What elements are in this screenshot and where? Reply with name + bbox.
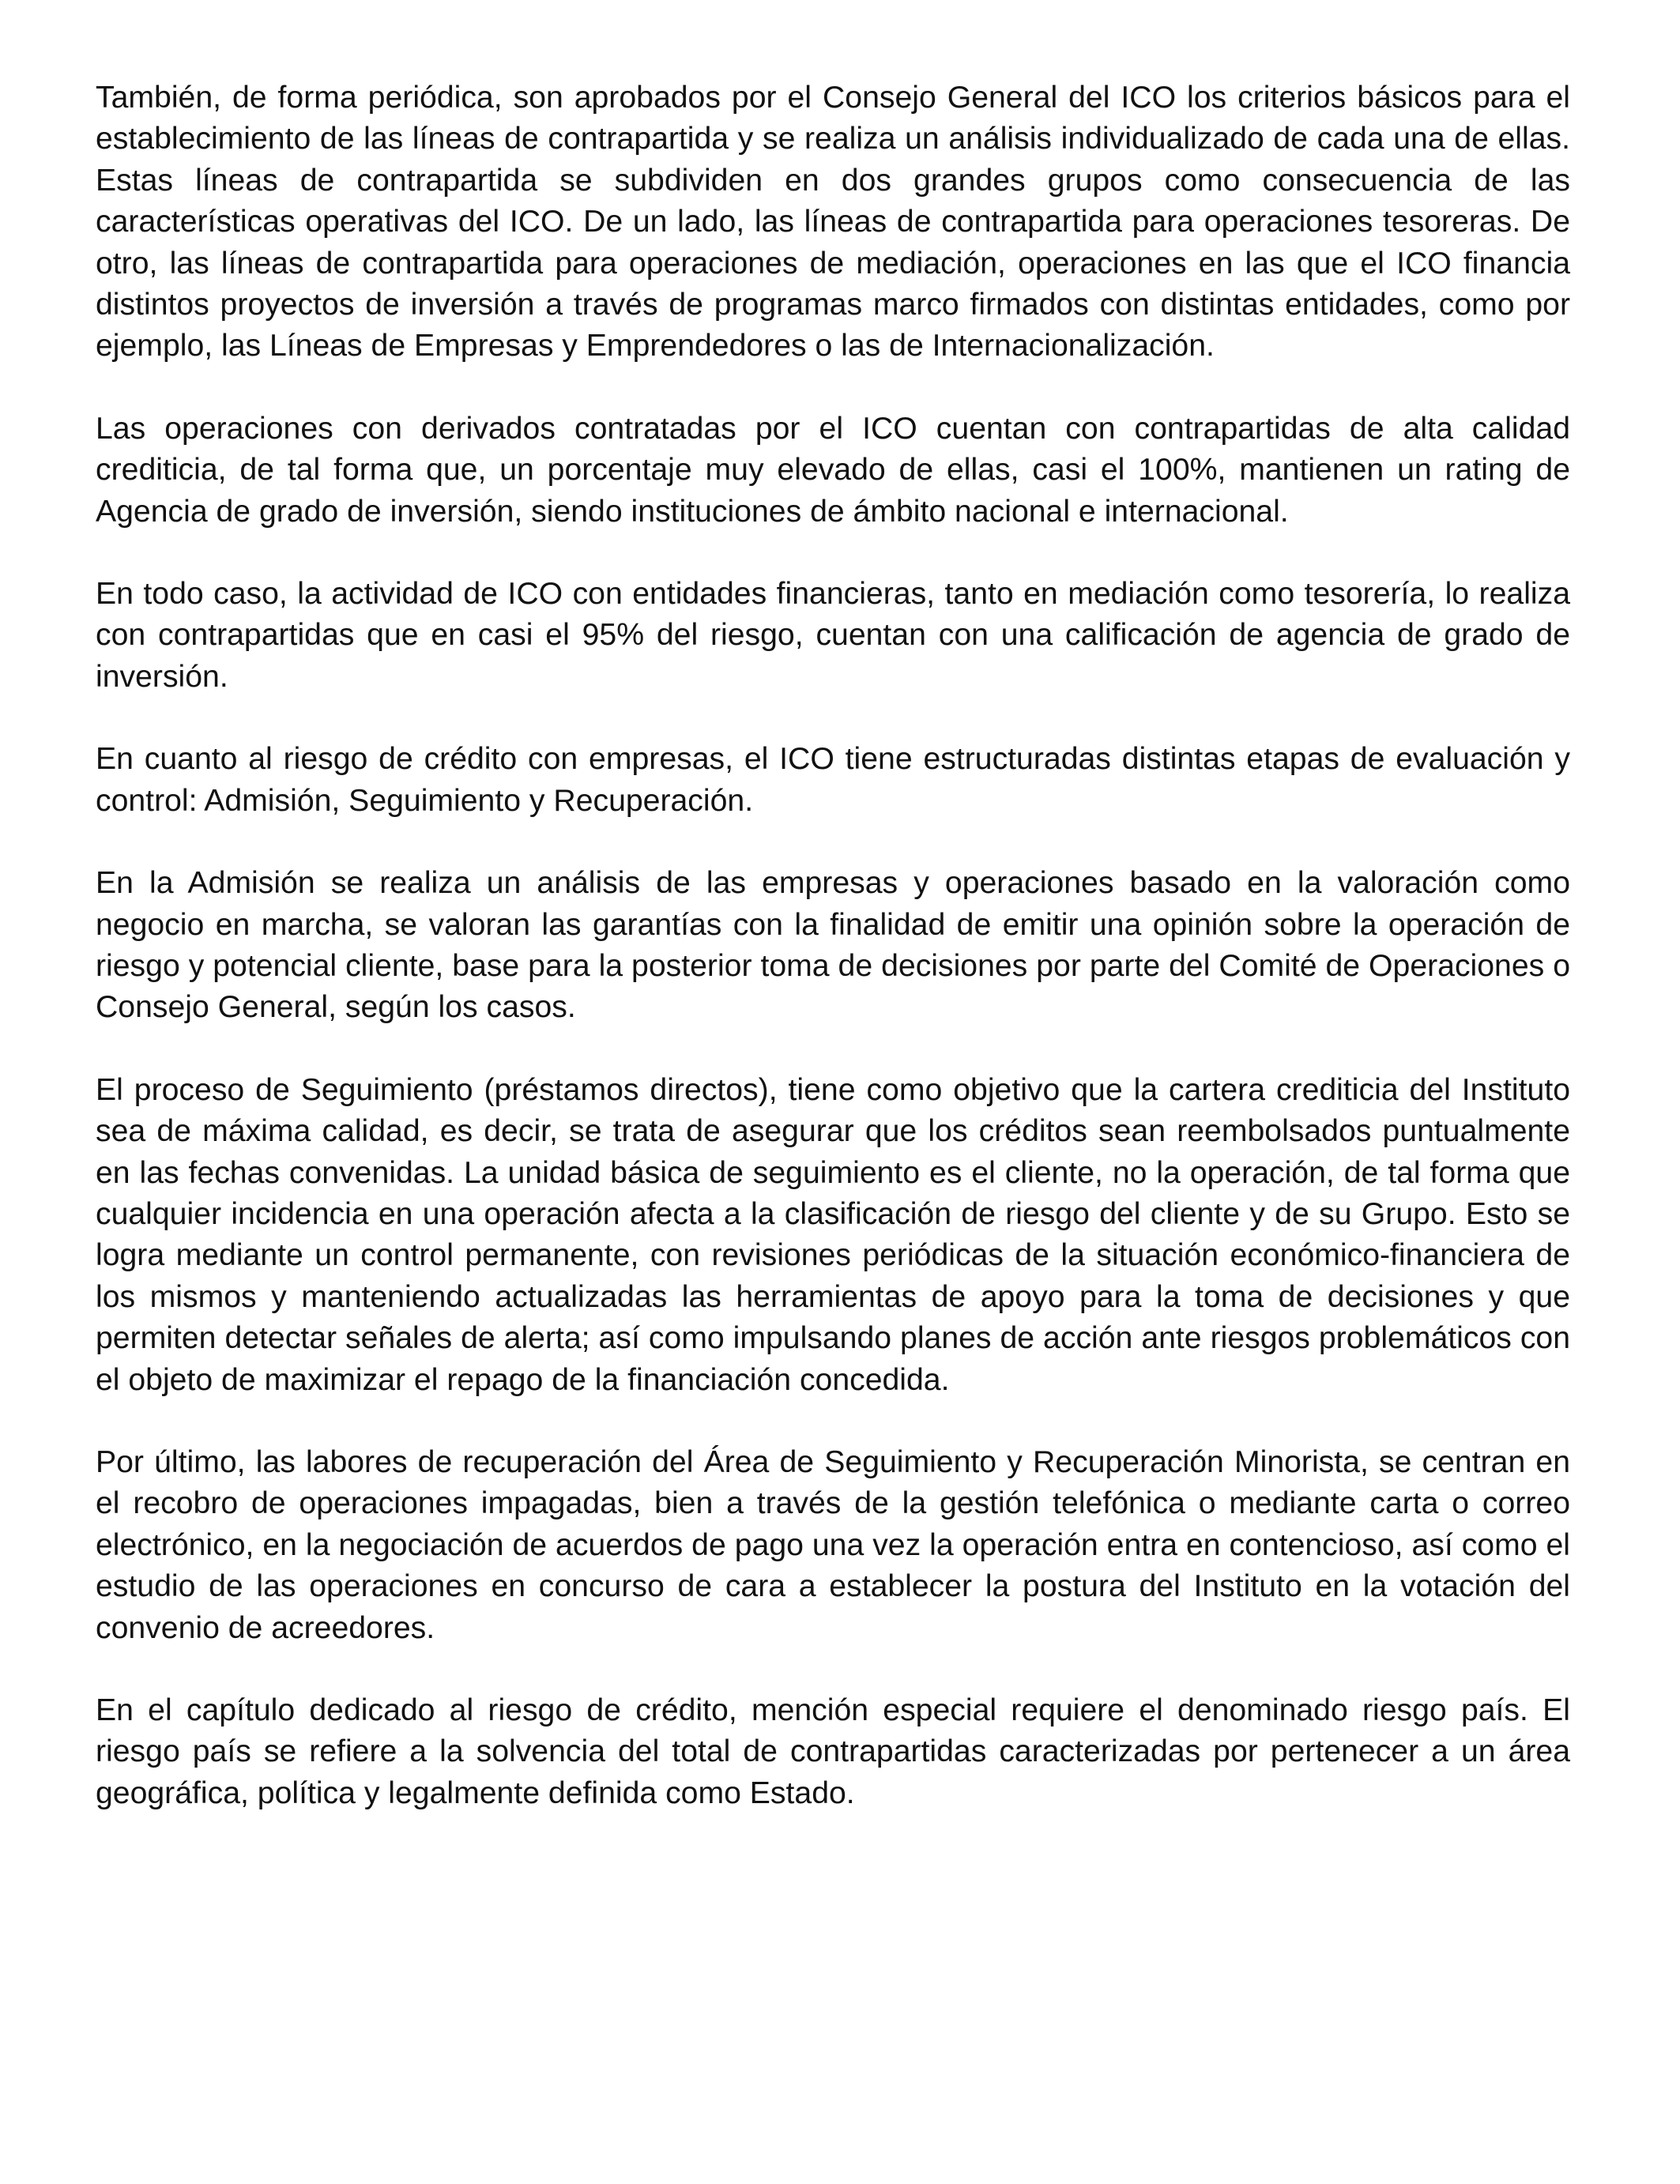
paragraph-recovery: Por último, las labores de recuperación del Área de Seguimiento y Recuperación Minorista, se centran en el recobro de operaciones impagadas, bien a través de la gestión telefónica o mediante carta o correo electrónico, en la negociación de acuerdos de pago una vez la operación entra en contencioso, así como el estudio de las operaciones en concurso de cara a establecer la postura del Instituto en la votación del convenio de acreedores. (96, 1444, 1570, 1645)
paragraph-financial-entities: En todo caso, la actividad de ICO con entidades financieras, tanto en mediación como tesorería, lo realiza con contrapartidas que en casi el 95% del riesgo, cuentan con una calificación de agencia de grado de inversión. (96, 577, 1570, 694)
paragraph-monitoring: El proceso de Seguimiento (préstamos directos), tiene como objetivo que la cartera crediticia del Instituto sea de máxima calidad, es decir, se trata de asegurar que los créditos sean reembolsados puntualmente en las fechas convenidas. La unidad básica de seguimiento es el cliente, no la operación, de tal forma que cualquier incidencia en una operación afecta a la clasificación de riesgo del cliente y de su Grupo. Esto se logra mediante un control permanente, con revisiones periódicas de la situación económico-financiera de los mismos y manteniendo actualizadas las herramientas de apoyo para la toma de decisiones y que permiten detectar señales de alerta; así como impulsando planes de acción ante riesgos problemáticos con el objeto de maximizar el repago de la financiación concedida. (96, 1072, 1570, 1397)
paragraph-counterparty-lines: También, de forma periódica, son aprobados por el Consejo General del ICO los criterios básicos para el establecimiento de las líneas de contrapartida y se realiza un análisis individualizado de cada una de ellas. Estas líneas de contrapartida se subdividen en dos grandes grupos como consecuencia de las características operativas del ICO. De un lado, las líneas de contrapartida para operaciones tesoreras. De otro, las líneas de contrapartida para operaciones de mediación, operaciones en las que el ICO financia distintos proyectos de inversión a través de programas marco firmados con distintas entidades, como por ejemplo, las Líneas de Empresas y Emprendedores o las de Internacionalización. (96, 81, 1570, 363)
paragraph-credit-risk-stages: En cuanto al riesgo de crédito con empresas, el ICO tiene estructuradas distintas etapas de evaluación y control: Admisión, Seguimiento y Recuperación. (96, 742, 1570, 818)
paragraph-derivatives: Las operaciones con derivados contratadas por el ICO cuentan con contrapartidas de alta calidad crediticia, de tal forma que, un porcentaje muy elevado de ellas, casi el 100%, mantienen un rating de Agencia de grado de inversión, siendo instituciones de ámbito nacional e internacional. (96, 411, 1570, 529)
document-page (96, 77, 1570, 1814)
paragraph-country-risk: En el capítulo dedicado al riesgo de crédito, mención especial requiere el denominado riesgo país. El riesgo país se refiere a la solvencia del total de contrapartidas caracterizadas por pertenecer a un área geográfica, política y legalmente definida como Estado. (96, 1693, 1570, 1810)
paragraph-admission: En la Admisión se realiza un análisis de las empresas y operaciones basado en la valoración como negocio en marcha, se valoran las garantías con la finalidad de emitir una opinión sobre la operación de riesgo y potencial cliente, base para la posterior toma de decisiones por parte del Comité de Operaciones o Consejo General, según los casos. (96, 866, 1570, 1025)
